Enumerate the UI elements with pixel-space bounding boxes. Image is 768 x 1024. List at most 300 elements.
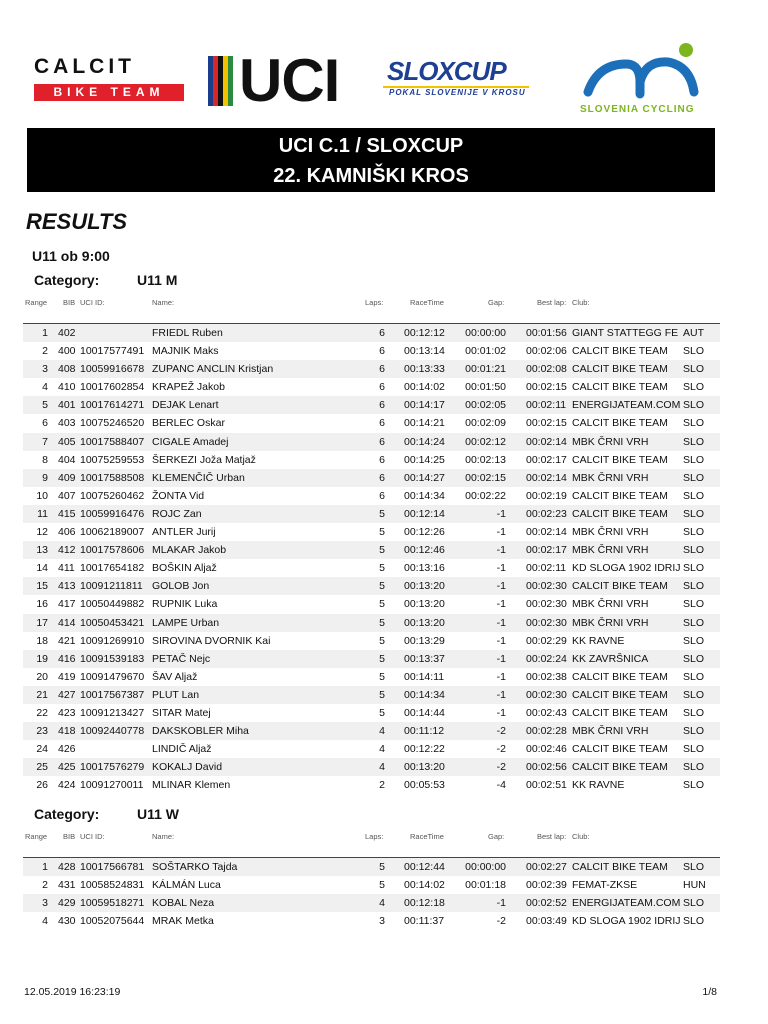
cell-bib: 408 bbox=[58, 363, 76, 376]
cell-name: ŽONTA Vid bbox=[152, 489, 205, 502]
cell-rank: 14 bbox=[36, 562, 48, 575]
cell-rank: 1 bbox=[42, 861, 48, 873]
cell-gap: 00:00:00 bbox=[465, 327, 506, 339]
col-header-laps: Laps: bbox=[365, 832, 384, 841]
cell-club: CALCIT BIKE TEAM bbox=[572, 861, 668, 873]
cell-club: MBK ČRNI VRH bbox=[572, 725, 649, 738]
cell-name: SITAR Matej bbox=[152, 706, 211, 719]
cell-time: 00:13:29 bbox=[404, 634, 445, 647]
col-header-gap: Gap: bbox=[488, 298, 505, 307]
cell-gap: -1 bbox=[496, 652, 506, 665]
cell-uci: 10091539183 bbox=[80, 652, 145, 665]
cell-laps: 6 bbox=[379, 381, 385, 394]
cell-name: LAMPE Urban bbox=[152, 616, 220, 629]
calcit-logo-subtitle: BIKE TEAM bbox=[34, 84, 184, 101]
cell-uci: 10059518271 bbox=[80, 897, 145, 910]
cell-gap: -1 bbox=[496, 616, 506, 629]
cell-gap: -1 bbox=[496, 688, 506, 701]
cell-gap: -2 bbox=[496, 761, 506, 774]
col-header-gap: Gap: bbox=[488, 832, 505, 841]
cell-name: KRAPEŽ Jakob bbox=[152, 381, 225, 394]
col-header-name: Name: bbox=[152, 832, 175, 841]
cell-nat: SLO bbox=[683, 743, 705, 756]
cell-rank: 3 bbox=[42, 363, 48, 376]
cell-club: CALCIT BIKE TEAM bbox=[572, 345, 668, 358]
cell-uci: 10075260462 bbox=[80, 489, 145, 502]
cell-nat: SLO bbox=[683, 417, 705, 430]
cell-gap: -2 bbox=[496, 725, 506, 738]
cell-laps: 5 bbox=[379, 861, 385, 873]
cell-club: CALCIT BIKE TEAM bbox=[572, 688, 668, 701]
cell-gap: 00:02:15 bbox=[465, 471, 506, 484]
cell-laps: 6 bbox=[379, 345, 385, 358]
cell-uci: 10091213427 bbox=[80, 706, 145, 719]
cell-bib: 402 bbox=[58, 327, 76, 339]
category-heading-u11m bbox=[34, 272, 178, 288]
cell-bib: 421 bbox=[58, 634, 76, 647]
cell-bib: 425 bbox=[58, 761, 76, 774]
cell-best: 00:02:14 bbox=[526, 471, 567, 484]
cell-name: SIROVINA DVORNIK Kai bbox=[152, 634, 271, 647]
cell-laps: 6 bbox=[379, 471, 385, 484]
footer-page-number: 1/8 bbox=[702, 986, 717, 998]
cell-gap: -1 bbox=[496, 507, 506, 520]
cell-nat: SLO bbox=[683, 688, 705, 701]
cell-gap: -1 bbox=[496, 634, 506, 647]
cell-gap: 00:02:22 bbox=[465, 489, 506, 502]
cell-name: FRIEDL Ruben bbox=[152, 327, 223, 339]
col-header-rank: Range bbox=[25, 832, 48, 841]
cell-bib: 431 bbox=[58, 879, 76, 892]
cell-bib: 410 bbox=[58, 381, 76, 394]
cell-time: 00:14:02 bbox=[404, 879, 445, 892]
cell-laps: 6 bbox=[379, 399, 385, 412]
cell-club: ENERGIJATEAM.COM bbox=[572, 897, 681, 910]
cell-nat: SLO bbox=[683, 507, 705, 520]
cell-rank: 4 bbox=[42, 915, 48, 928]
cell-laps: 6 bbox=[379, 327, 385, 339]
cell-rank: 16 bbox=[36, 598, 48, 611]
cell-club: MBK ČRNI VRH bbox=[572, 598, 649, 611]
cell-bib: 416 bbox=[58, 652, 76, 665]
cell-name: ROJC Zan bbox=[152, 507, 202, 520]
cell-best: 00:02:08 bbox=[526, 363, 567, 376]
cell-club: MBK ČRNI VRH bbox=[572, 616, 649, 629]
cell-club: MBK ČRNI VRH bbox=[572, 526, 649, 539]
cell-name: PETAČ Nejc bbox=[152, 652, 211, 665]
cell-rank: 20 bbox=[36, 670, 48, 683]
cell-uci: 10017588407 bbox=[80, 435, 145, 448]
cell-nat: SLO bbox=[683, 634, 705, 647]
cell-name: MLAKAR Jakob bbox=[152, 544, 227, 557]
cell-club: KD SLOGA 1902 IDRIJ bbox=[572, 562, 681, 575]
table-row bbox=[23, 686, 720, 704]
cell-laps: 6 bbox=[379, 435, 385, 448]
cell-time: 00:14:25 bbox=[404, 453, 445, 466]
slovenia-cycling-logo bbox=[578, 42, 708, 120]
cell-gap: 00:02:13 bbox=[465, 453, 506, 466]
cell-nat: AUT bbox=[683, 327, 704, 339]
cell-laps: 4 bbox=[379, 725, 385, 738]
cell-laps: 2 bbox=[379, 779, 385, 792]
table-row bbox=[23, 740, 720, 758]
cell-bib: 413 bbox=[58, 580, 76, 593]
category-label: Category: bbox=[34, 806, 100, 822]
cell-nat: SLO bbox=[683, 453, 705, 466]
cell-best: 00:03:49 bbox=[526, 915, 567, 928]
col-header-uci: UCI ID: bbox=[80, 298, 105, 307]
table-row bbox=[23, 595, 720, 613]
table-row bbox=[23, 451, 720, 469]
cell-bib: 428 bbox=[58, 861, 76, 873]
cell-uci: 10059916678 bbox=[80, 363, 145, 376]
cell-rank: 6 bbox=[42, 417, 48, 430]
cell-best: 00:02:27 bbox=[526, 861, 567, 873]
cell-bib: 419 bbox=[58, 670, 76, 683]
cell-name: ANTLER Jurij bbox=[152, 526, 216, 539]
col-header-bib: BIB bbox=[63, 298, 76, 307]
cell-club: MBK ČRNI VRH bbox=[572, 435, 649, 448]
cell-rank: 2 bbox=[42, 345, 48, 358]
cell-nat: SLO bbox=[683, 562, 705, 575]
cell-time: 00:12:26 bbox=[404, 526, 445, 539]
cell-laps: 5 bbox=[379, 598, 385, 611]
cell-name: ŠERKEZI Joža Matjaž bbox=[152, 453, 256, 466]
cell-nat: HUN bbox=[683, 879, 706, 892]
cell-time: 00:14:24 bbox=[404, 435, 445, 448]
cyclist-icon bbox=[578, 42, 708, 104]
cell-rank: 18 bbox=[36, 634, 48, 647]
cell-uci: 10017614271 bbox=[80, 399, 145, 412]
table-header bbox=[23, 828, 720, 858]
col-header-racetime: RaceTime bbox=[410, 832, 444, 841]
cell-rank: 4 bbox=[42, 381, 48, 394]
cell-name: CIGALE Amadej bbox=[152, 435, 229, 448]
cell-laps: 5 bbox=[379, 706, 385, 719]
cell-club: CALCIT BIKE TEAM bbox=[572, 670, 668, 683]
cell-bib: 429 bbox=[58, 897, 76, 910]
col-header-laps: Laps: bbox=[365, 298, 384, 307]
cell-gap: -1 bbox=[496, 670, 506, 683]
cell-club: GIANT STATTEGG FE bbox=[572, 327, 679, 339]
cell-best: 00:02:06 bbox=[526, 345, 567, 358]
cell-uci: 10052075644 bbox=[80, 915, 145, 928]
cell-rank: 24 bbox=[36, 743, 48, 756]
cell-time: 00:05:53 bbox=[404, 779, 445, 792]
cell-laps: 4 bbox=[379, 761, 385, 774]
cell-laps: 3 bbox=[379, 915, 385, 928]
cell-rank: 9 bbox=[42, 471, 48, 484]
cell-bib: 404 bbox=[58, 453, 76, 466]
cell-best: 00:02:23 bbox=[526, 507, 567, 520]
cell-bib: 406 bbox=[58, 526, 76, 539]
cell-time: 00:14:34 bbox=[404, 688, 445, 701]
cell-best: 00:02:43 bbox=[526, 706, 567, 719]
cell-laps: 5 bbox=[379, 879, 385, 892]
cell-rank: 5 bbox=[42, 399, 48, 412]
cell-name: DEJAK Lenart bbox=[152, 399, 219, 412]
calcit-logo-word: CALCIT bbox=[34, 55, 135, 78]
table-row bbox=[23, 912, 720, 930]
cell-best: 00:02:14 bbox=[526, 526, 567, 539]
cell-name: KOKALJ David bbox=[152, 761, 223, 774]
cell-nat: SLO bbox=[683, 652, 705, 665]
category-label: Category: bbox=[34, 272, 100, 288]
cell-club: CALCIT BIKE TEAM bbox=[572, 417, 668, 430]
cell-gap: -1 bbox=[496, 598, 506, 611]
cell-nat: SLO bbox=[683, 670, 705, 683]
cell-gap: 00:00:00 bbox=[465, 861, 506, 873]
cell-name: MRAK Metka bbox=[152, 915, 214, 928]
sloxcup-logo-subtitle: POKAL SLOVENIJE V KROSU bbox=[383, 86, 529, 97]
cell-time: 00:14:44 bbox=[404, 706, 445, 719]
table-row bbox=[23, 360, 720, 378]
cell-nat: SLO bbox=[683, 725, 705, 738]
cell-bib: 423 bbox=[58, 706, 76, 719]
cell-time: 00:14:21 bbox=[404, 417, 445, 430]
col-header-bib: BIB bbox=[63, 832, 76, 841]
cell-best: 00:02:51 bbox=[526, 779, 567, 792]
cell-best: 00:02:30 bbox=[526, 688, 567, 701]
cell-nat: SLO bbox=[683, 435, 705, 448]
table-row bbox=[23, 559, 720, 577]
session-heading: U11 ob 9:00 bbox=[32, 248, 110, 264]
cell-rank: 17 bbox=[36, 616, 48, 629]
cell-time: 00:11:37 bbox=[404, 915, 445, 928]
logo-strip bbox=[0, 40, 768, 120]
table-row bbox=[23, 650, 720, 668]
cell-nat: SLO bbox=[683, 544, 705, 557]
cell-rank: 2 bbox=[42, 879, 48, 892]
table-row bbox=[23, 541, 720, 559]
table-row bbox=[23, 487, 720, 505]
cell-name: BOŠKIN Aljaž bbox=[152, 562, 217, 575]
table-row bbox=[23, 776, 720, 794]
cell-bib: 400 bbox=[58, 345, 76, 358]
cell-time: 00:13:16 bbox=[404, 562, 445, 575]
cell-name: RUPNIK Luka bbox=[152, 598, 218, 611]
cell-time: 00:12:18 bbox=[404, 897, 445, 910]
cell-best: 00:02:56 bbox=[526, 761, 567, 774]
cell-best: 00:02:17 bbox=[526, 544, 567, 557]
sloxcup-logo-word: SLOXCUP bbox=[387, 56, 506, 86]
cell-uci: 10017576279 bbox=[80, 761, 145, 774]
cell-uci: 10091479670 bbox=[80, 670, 145, 683]
cell-gap: 00:01:21 bbox=[465, 363, 506, 376]
cell-club: KK ZAVRŠNICA bbox=[572, 652, 649, 665]
cell-club: FEMAT-ZKSE bbox=[572, 879, 638, 892]
cell-rank: 8 bbox=[42, 453, 48, 466]
cell-uci: 10017654182 bbox=[80, 562, 145, 575]
slovenia-cycling-logo-text: SLOVENIA CYCLING bbox=[580, 104, 695, 115]
cell-name: ŠAV Aljaž bbox=[152, 670, 198, 683]
table-row bbox=[23, 505, 720, 523]
cell-club: ENERGIJATEAM.COM bbox=[572, 399, 681, 412]
cell-bib: 411 bbox=[58, 562, 75, 575]
cell-nat: SLO bbox=[683, 915, 705, 928]
cell-gap: -1 bbox=[496, 526, 506, 539]
cell-gap: -1 bbox=[496, 580, 506, 593]
uci-rainbow-stripes bbox=[208, 56, 233, 106]
category-value: U11 W bbox=[137, 806, 180, 822]
cell-time: 00:14:34 bbox=[404, 489, 445, 502]
cell-gap: 00:01:18 bbox=[465, 879, 506, 892]
cell-gap: 00:01:50 bbox=[465, 381, 506, 394]
cell-bib: 407 bbox=[58, 489, 76, 502]
cell-gap: -2 bbox=[496, 743, 506, 756]
cell-club: CALCIT BIKE TEAM bbox=[572, 507, 668, 520]
cell-nat: SLO bbox=[683, 471, 705, 484]
cell-club: CALCIT BIKE TEAM bbox=[572, 743, 668, 756]
cell-nat: SLO bbox=[683, 526, 705, 539]
table-row bbox=[23, 876, 720, 894]
cell-time: 00:12:44 bbox=[404, 861, 445, 873]
cell-bib: 403 bbox=[58, 417, 76, 430]
cell-name: KÁLMÁN Luca bbox=[152, 879, 221, 892]
cell-rank: 10 bbox=[36, 489, 48, 502]
table-row bbox=[23, 722, 720, 740]
cell-nat: SLO bbox=[683, 345, 705, 358]
table-row bbox=[23, 414, 720, 432]
cell-laps: 5 bbox=[379, 526, 385, 539]
cell-bib: 417 bbox=[58, 598, 76, 611]
cell-best: 00:02:39 bbox=[526, 879, 567, 892]
col-header-uci: UCI ID: bbox=[80, 832, 105, 841]
cell-club: CALCIT BIKE TEAM bbox=[572, 381, 668, 394]
cell-rank: 22 bbox=[36, 706, 48, 719]
cell-bib: 424 bbox=[58, 779, 76, 792]
cell-club: KD SLOGA 1902 IDRIJ bbox=[572, 915, 681, 928]
table-row bbox=[23, 378, 720, 396]
cell-name: KOBAL Neza bbox=[152, 897, 215, 910]
cell-time: 00:13:20 bbox=[404, 761, 445, 774]
col-header-best-lap: Best lap: bbox=[537, 298, 567, 307]
cell-best: 00:02:15 bbox=[526, 417, 567, 430]
cell-nat: SLO bbox=[683, 363, 705, 376]
cell-time: 00:14:02 bbox=[404, 381, 445, 394]
col-header-name: Name: bbox=[152, 298, 175, 307]
cell-uci: 10017578606 bbox=[80, 544, 145, 557]
cell-best: 00:02:30 bbox=[526, 616, 567, 629]
cell-uci: 10058524831 bbox=[80, 879, 145, 892]
table-row bbox=[23, 894, 720, 912]
col-header-rank: Range bbox=[25, 298, 48, 307]
cell-best: 00:02:29 bbox=[526, 634, 567, 647]
cell-time: 00:12:12 bbox=[404, 327, 445, 339]
cell-bib: 412 bbox=[58, 544, 76, 557]
table-header bbox=[23, 294, 720, 324]
cell-time: 00:13:20 bbox=[404, 580, 445, 593]
results-table-u11m bbox=[23, 294, 720, 794]
cell-bib: 426 bbox=[58, 743, 76, 756]
category-value: U11 M bbox=[137, 272, 178, 288]
cell-uci: 10091211811 bbox=[80, 580, 143, 593]
cell-rank: 1 bbox=[42, 327, 48, 339]
table-row bbox=[23, 342, 720, 360]
cell-nat: SLO bbox=[683, 861, 705, 873]
cell-rank: 7 bbox=[42, 435, 48, 448]
cell-gap: -4 bbox=[496, 779, 506, 792]
cell-bib: 418 bbox=[58, 725, 76, 738]
table-row bbox=[23, 632, 720, 650]
cell-gap: -2 bbox=[496, 915, 506, 928]
table-row bbox=[23, 758, 720, 776]
cell-gap: -1 bbox=[496, 706, 506, 719]
cell-time: 00:14:11 bbox=[404, 670, 445, 683]
cell-uci: 10017566781 bbox=[80, 861, 145, 873]
cell-bib: 414 bbox=[58, 616, 76, 629]
cell-best: 00:02:30 bbox=[526, 580, 567, 593]
cell-laps: 5 bbox=[379, 634, 385, 647]
cell-best: 00:02:11 bbox=[526, 562, 567, 575]
col-header-best-lap: Best lap: bbox=[537, 832, 567, 841]
cell-club: MBK ČRNI VRH bbox=[572, 544, 649, 557]
cell-time: 00:14:17 bbox=[404, 399, 445, 412]
cell-club: KK RAVNE bbox=[572, 634, 625, 647]
cell-uci: 10075259553 bbox=[80, 453, 145, 466]
cell-nat: SLO bbox=[683, 399, 705, 412]
cell-laps: 5 bbox=[379, 507, 385, 520]
cell-bib: 415 bbox=[58, 507, 76, 520]
uci-logo bbox=[208, 47, 340, 114]
cell-name: BERLEC Oskar bbox=[152, 417, 225, 430]
cell-club: KK RAVNE bbox=[572, 779, 625, 792]
table-body bbox=[23, 324, 720, 794]
cell-rank: 26 bbox=[36, 779, 48, 792]
cell-club: CALCIT BIKE TEAM bbox=[572, 453, 668, 466]
cell-bib: 427 bbox=[58, 688, 76, 701]
cell-rank: 25 bbox=[36, 761, 48, 774]
footer-datetime: 12.05.2019 16:23:19 bbox=[24, 986, 121, 998]
event-title-banner bbox=[27, 128, 715, 192]
table-row bbox=[23, 396, 720, 414]
cell-name: ZUPANC ANCLIN Kristjan bbox=[152, 363, 274, 376]
cell-name: PLUT Lan bbox=[152, 688, 200, 701]
cell-nat: SLO bbox=[683, 761, 705, 774]
cell-time: 00:13:20 bbox=[404, 598, 445, 611]
cell-uci: 10050449882 bbox=[80, 598, 145, 611]
table-row bbox=[23, 523, 720, 541]
cell-rank: 21 bbox=[36, 688, 48, 701]
cell-gap: 00:01:02 bbox=[465, 345, 506, 358]
cell-rank: 23 bbox=[36, 725, 48, 738]
cell-laps: 5 bbox=[379, 580, 385, 593]
cell-gap: -1 bbox=[496, 544, 506, 557]
cell-best: 00:02:30 bbox=[526, 598, 567, 611]
uci-logo-word: UCI bbox=[239, 47, 340, 114]
cell-nat: SLO bbox=[683, 616, 705, 629]
cell-uci: 10091270011 bbox=[80, 779, 144, 792]
cell-laps: 6 bbox=[379, 489, 385, 502]
cell-name: MAJNIK Maks bbox=[152, 345, 219, 358]
cell-name: GOLOB Jon bbox=[152, 580, 210, 593]
results-heading: RESULTS bbox=[26, 209, 128, 234]
cell-name: LINDIČ Aljaž bbox=[152, 743, 212, 756]
cell-gap: 00:02:09 bbox=[465, 417, 506, 430]
cell-bib: 430 bbox=[58, 915, 76, 928]
cell-nat: SLO bbox=[683, 381, 705, 394]
cell-best: 00:02:28 bbox=[526, 725, 567, 738]
cell-rank: 11 bbox=[37, 507, 48, 520]
cell-best: 00:02:24 bbox=[526, 652, 567, 665]
cell-name: DAKSKOBLER Miha bbox=[152, 725, 249, 738]
cell-uci: 10017602854 bbox=[80, 381, 145, 394]
cell-laps: 6 bbox=[379, 453, 385, 466]
table-row bbox=[23, 614, 720, 632]
cell-rank: 3 bbox=[42, 897, 48, 910]
category-heading-u11w bbox=[34, 806, 180, 822]
cell-best: 00:02:19 bbox=[526, 489, 567, 502]
